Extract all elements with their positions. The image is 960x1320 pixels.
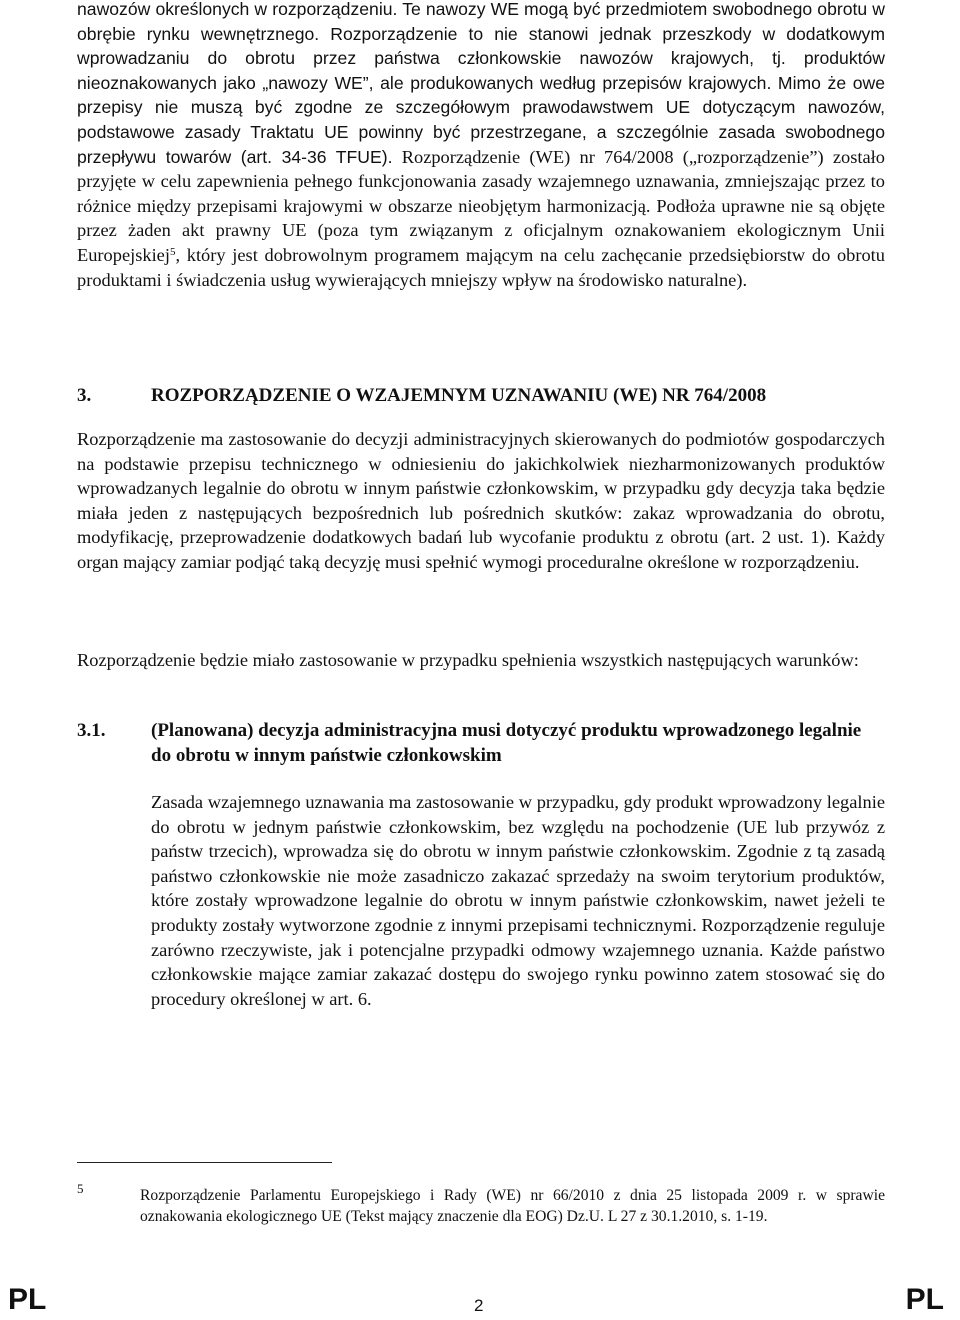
page-number: 2 (474, 1296, 484, 1315)
body-paragraph-2: Rozporządzenie ma zastosowanie do decyzji administracyjnych skierowanych do podmiotów gospodarczych na podstawie przepisu technicznego w odniesieniu do jakichkolwiek niezharmonizowanych produktów wprowadzanych legalnie do obrotu w innym państwie członkowskim, w przypadku gdy decyzja taka będzie miała jeden z następujących bezpośrednich lub pośrednich skutków: zakaz wprowadzania do obrotu, modyfikację, przeprowadzenie dodatkowych badań lub wycofanie produktu z obrotu (art. 2 ust. 1). Każdy organ mający zamiar podjąć taką decyzję musi spełnić wymogi proceduralne określone w rozporządzeniu. (77, 429, 885, 572)
body-paragraph-4: Zasada wzajemnego uznawania ma zastosowanie w przypadku, gdy produkt wprowadzony legalnie do obrotu w jednym państwie członkowskim, bez względu na pochodzenie (UE lub przywóz z państw trzecich), wprowadza się do obrotu w innym państwie członkowskim. Zgodnie z tą zasadą państwo członkowskie nie może zasadniczo zakazać sprzedaży na swoim terytorium produktów, które zostały wprowadzone legalnie do obrotu w innym państwie członkowskim, nawet jeżeli te produkty zostały wytworzone zgodnie z innymi przepisami technicznymi. Rozporządzenie reguluje zarówno rzeczywiste, jak i potencjalne przypadki odmowy wzajemnego uznania. Każde państwo członkowskie mające zamiar zakazać dostępu do swojego rynku powinno zatem stosować się do procedury określonej w art. 6. (151, 792, 885, 1009)
footnote-reference[interactable]: 5 (169, 245, 176, 258)
footnote-separator (77, 1162, 332, 1163)
section-number: 3. (77, 385, 92, 406)
paragraph-text-sans: nawozów określonych w rozporządzeniu. Te nawozy WE mogą być przedmiotem swobodnego obrotu w obrębie rynku wewnętrznego. Rozporządzenie to nie stanowi jednak przeszkody w dodatkowym wprowadzaniu do obrotu przez państwa członkowskie nawozów krajowych, tj. produktów nieoznakowanych jako „nawozy WE”, ale produkowanych według przepisów krajowych. Mimo że owe przepisy nie muszą być zgodne ze szczegółowym prawodawstwem UE dotyczącym nawozów, podstawowe zasady Traktatu UE powinny być przestrzegane, a szczególnie zasada swobodnego przepływu towarów (art. 34-36 TFUE). (77, 0, 885, 167)
paragraph-text-regulation: Rozporządzenie (WE) nr 764/2008 („rozporządzenie”) zostało przyjęte w celu zapewnienia pełnego funkcjonowania zasady wzajemnego uznawania, zmniejszając przez to różnice między przepisami krajowymi w obszarze nieobjętym harmonizacją. Podłoża uprawne nie są objęte przez żaden akt prawny UE (poza tym związanym z oficjalnym oznakowaniem ekologicznym Unii Europejskiej (77, 146, 885, 265)
body-paragraph-3: Rozporządzenie będzie miało zastosowanie w przypadku spełnienia wszystkich następujących warunków: (77, 650, 859, 670)
footnote-number: 5 (77, 1181, 84, 1196)
paragraph-text-continuation: , który jest dobrowolnym programem mającym na celu zachęcanie przedsiębiorstw do obrotu produktami i świadczenia usług wywierających mniejszy wpływ na środowisko naturalne). (77, 244, 885, 290)
footnote-text: Rozporządzenie Parlamentu Europejskiego i Rady (WE) nr 66/2010 z dnia 25 listopada 2009 r. w sprawie oznakowania ekologicznego UE (Tekst mający znaczenie dla EOG) Dz.U. L 27 z 30.1.2010, s. 1-19. (140, 1187, 885, 1225)
subsection-number: 3.1. (77, 720, 106, 741)
section-title: ROZPORZĄDZENIE O WZAJEMNYM UZNAWANIU (WE) NR 764/2008 (151, 385, 767, 406)
language-code-right: PL (905, 1283, 944, 1316)
language-code-left: PL (8, 1283, 47, 1316)
body-paragraph-1 (77, 0, 885, 292)
subsection-title: (Planowana) decyzja administracyjna musi dotyczyć produktu wprowadzonego legalnie do obrotu w innym państwie członkowskim (151, 720, 862, 766)
